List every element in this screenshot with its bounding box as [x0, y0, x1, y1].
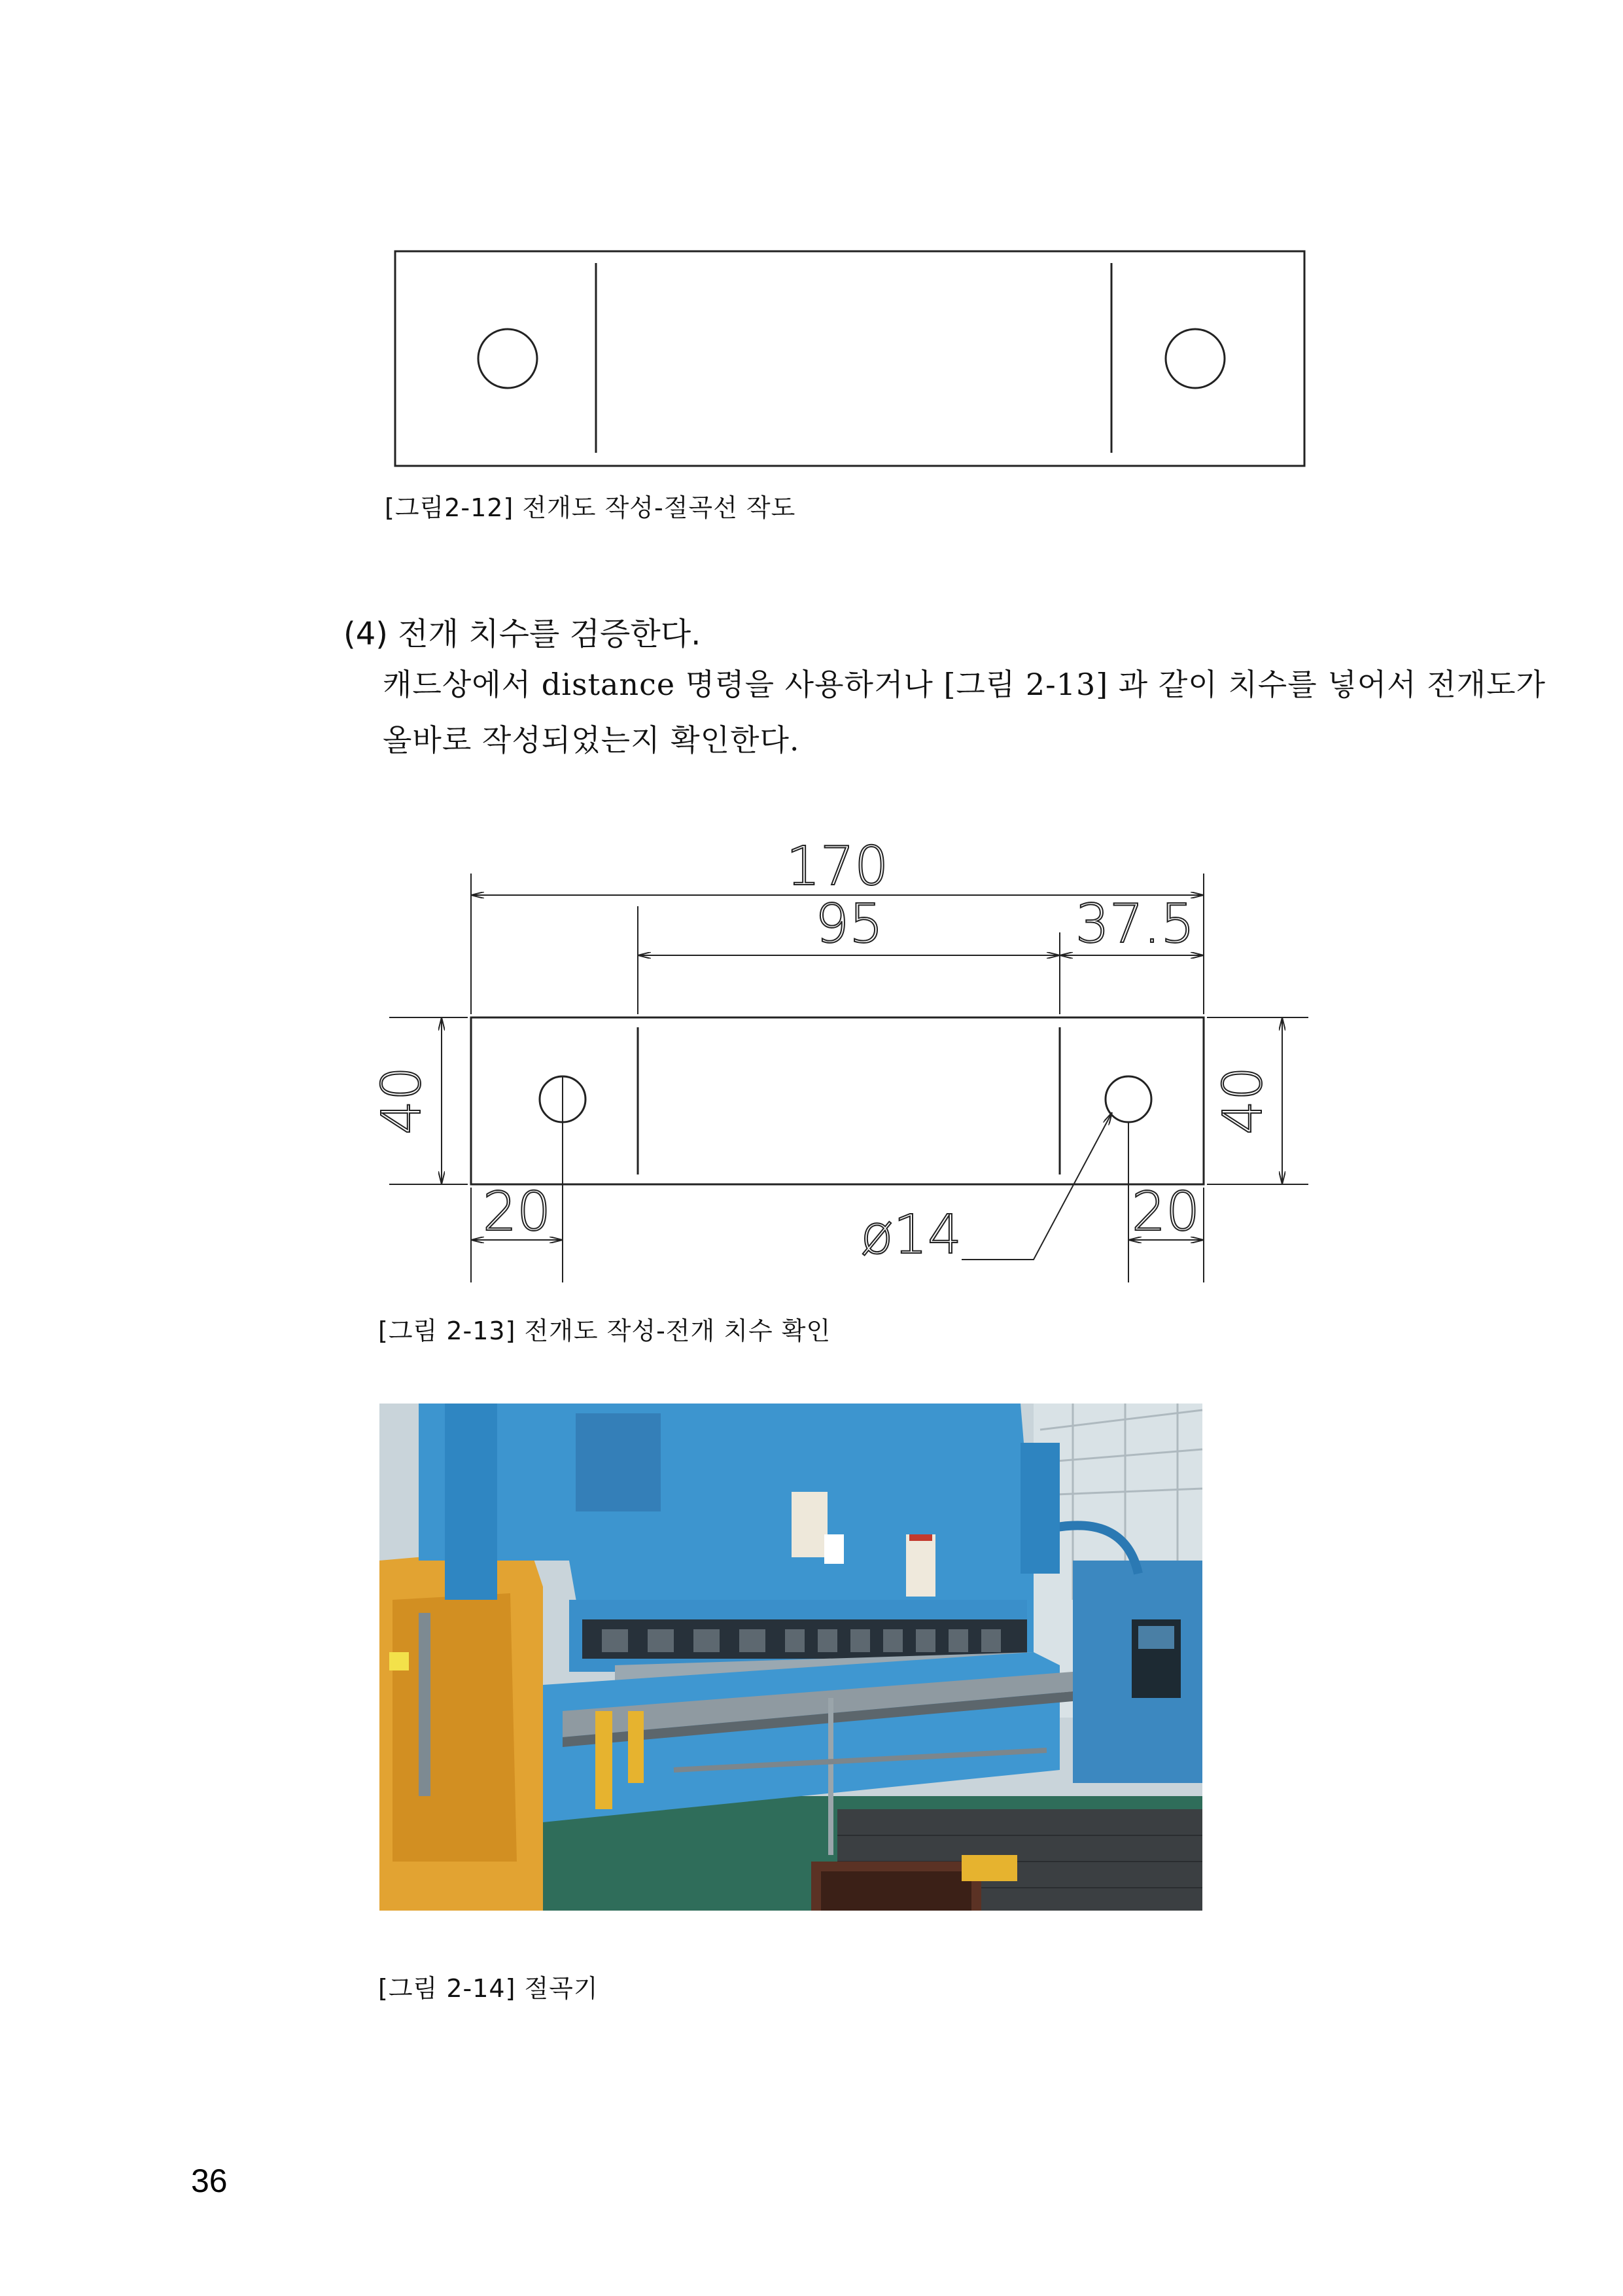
- dim-text-20-right: 20: [1131, 1181, 1200, 1243]
- sheet-outline: [471, 1017, 1204, 1184]
- dim-text-95: 95: [814, 893, 884, 955]
- dim-text-40-left: 40: [371, 1066, 433, 1135]
- dim-text-170: 170: [786, 836, 889, 898]
- hole-right: [1166, 329, 1225, 388]
- hole-right: [1106, 1076, 1151, 1122]
- sheet-outline: [395, 251, 1304, 466]
- press-brake-photo: [379, 1404, 1202, 1911]
- dim-text-hole-diameter: ø14: [860, 1204, 962, 1266]
- hole-leader: [962, 1112, 1112, 1260]
- section-heading: (4) 전개 치수를 검증한다.: [343, 616, 701, 652]
- hole-left: [478, 329, 537, 388]
- dimensioned-flat-pattern-drawing: [371, 824, 1321, 1296]
- body-line-1: 캐드상에서 distance 명령을 사용하거나 [그림 2-13] 과 같이 치수를 넣어서 전개도가: [383, 667, 1546, 702]
- dim-text-20-left: 20: [482, 1181, 551, 1243]
- dim-text-40-right: 40: [1212, 1066, 1274, 1135]
- page-number: 36: [191, 2163, 228, 2199]
- dim-text-37-5: 37.5: [1075, 893, 1195, 955]
- flat-pattern-bend-lines-drawing: [393, 249, 1308, 471]
- figure-caption-2-13: [그림 2-13] 전개도 작성-전개 치수 확인: [378, 1316, 831, 1345]
- body-line-2: 올바로 작성되었는지 확인한다.: [383, 722, 800, 758]
- figure-caption-2-12: [그림2-12] 전개도 작성-절곡선 작도: [385, 493, 796, 522]
- figure-caption-2-14: [그림 2-14] 절곡기: [378, 1974, 599, 2003]
